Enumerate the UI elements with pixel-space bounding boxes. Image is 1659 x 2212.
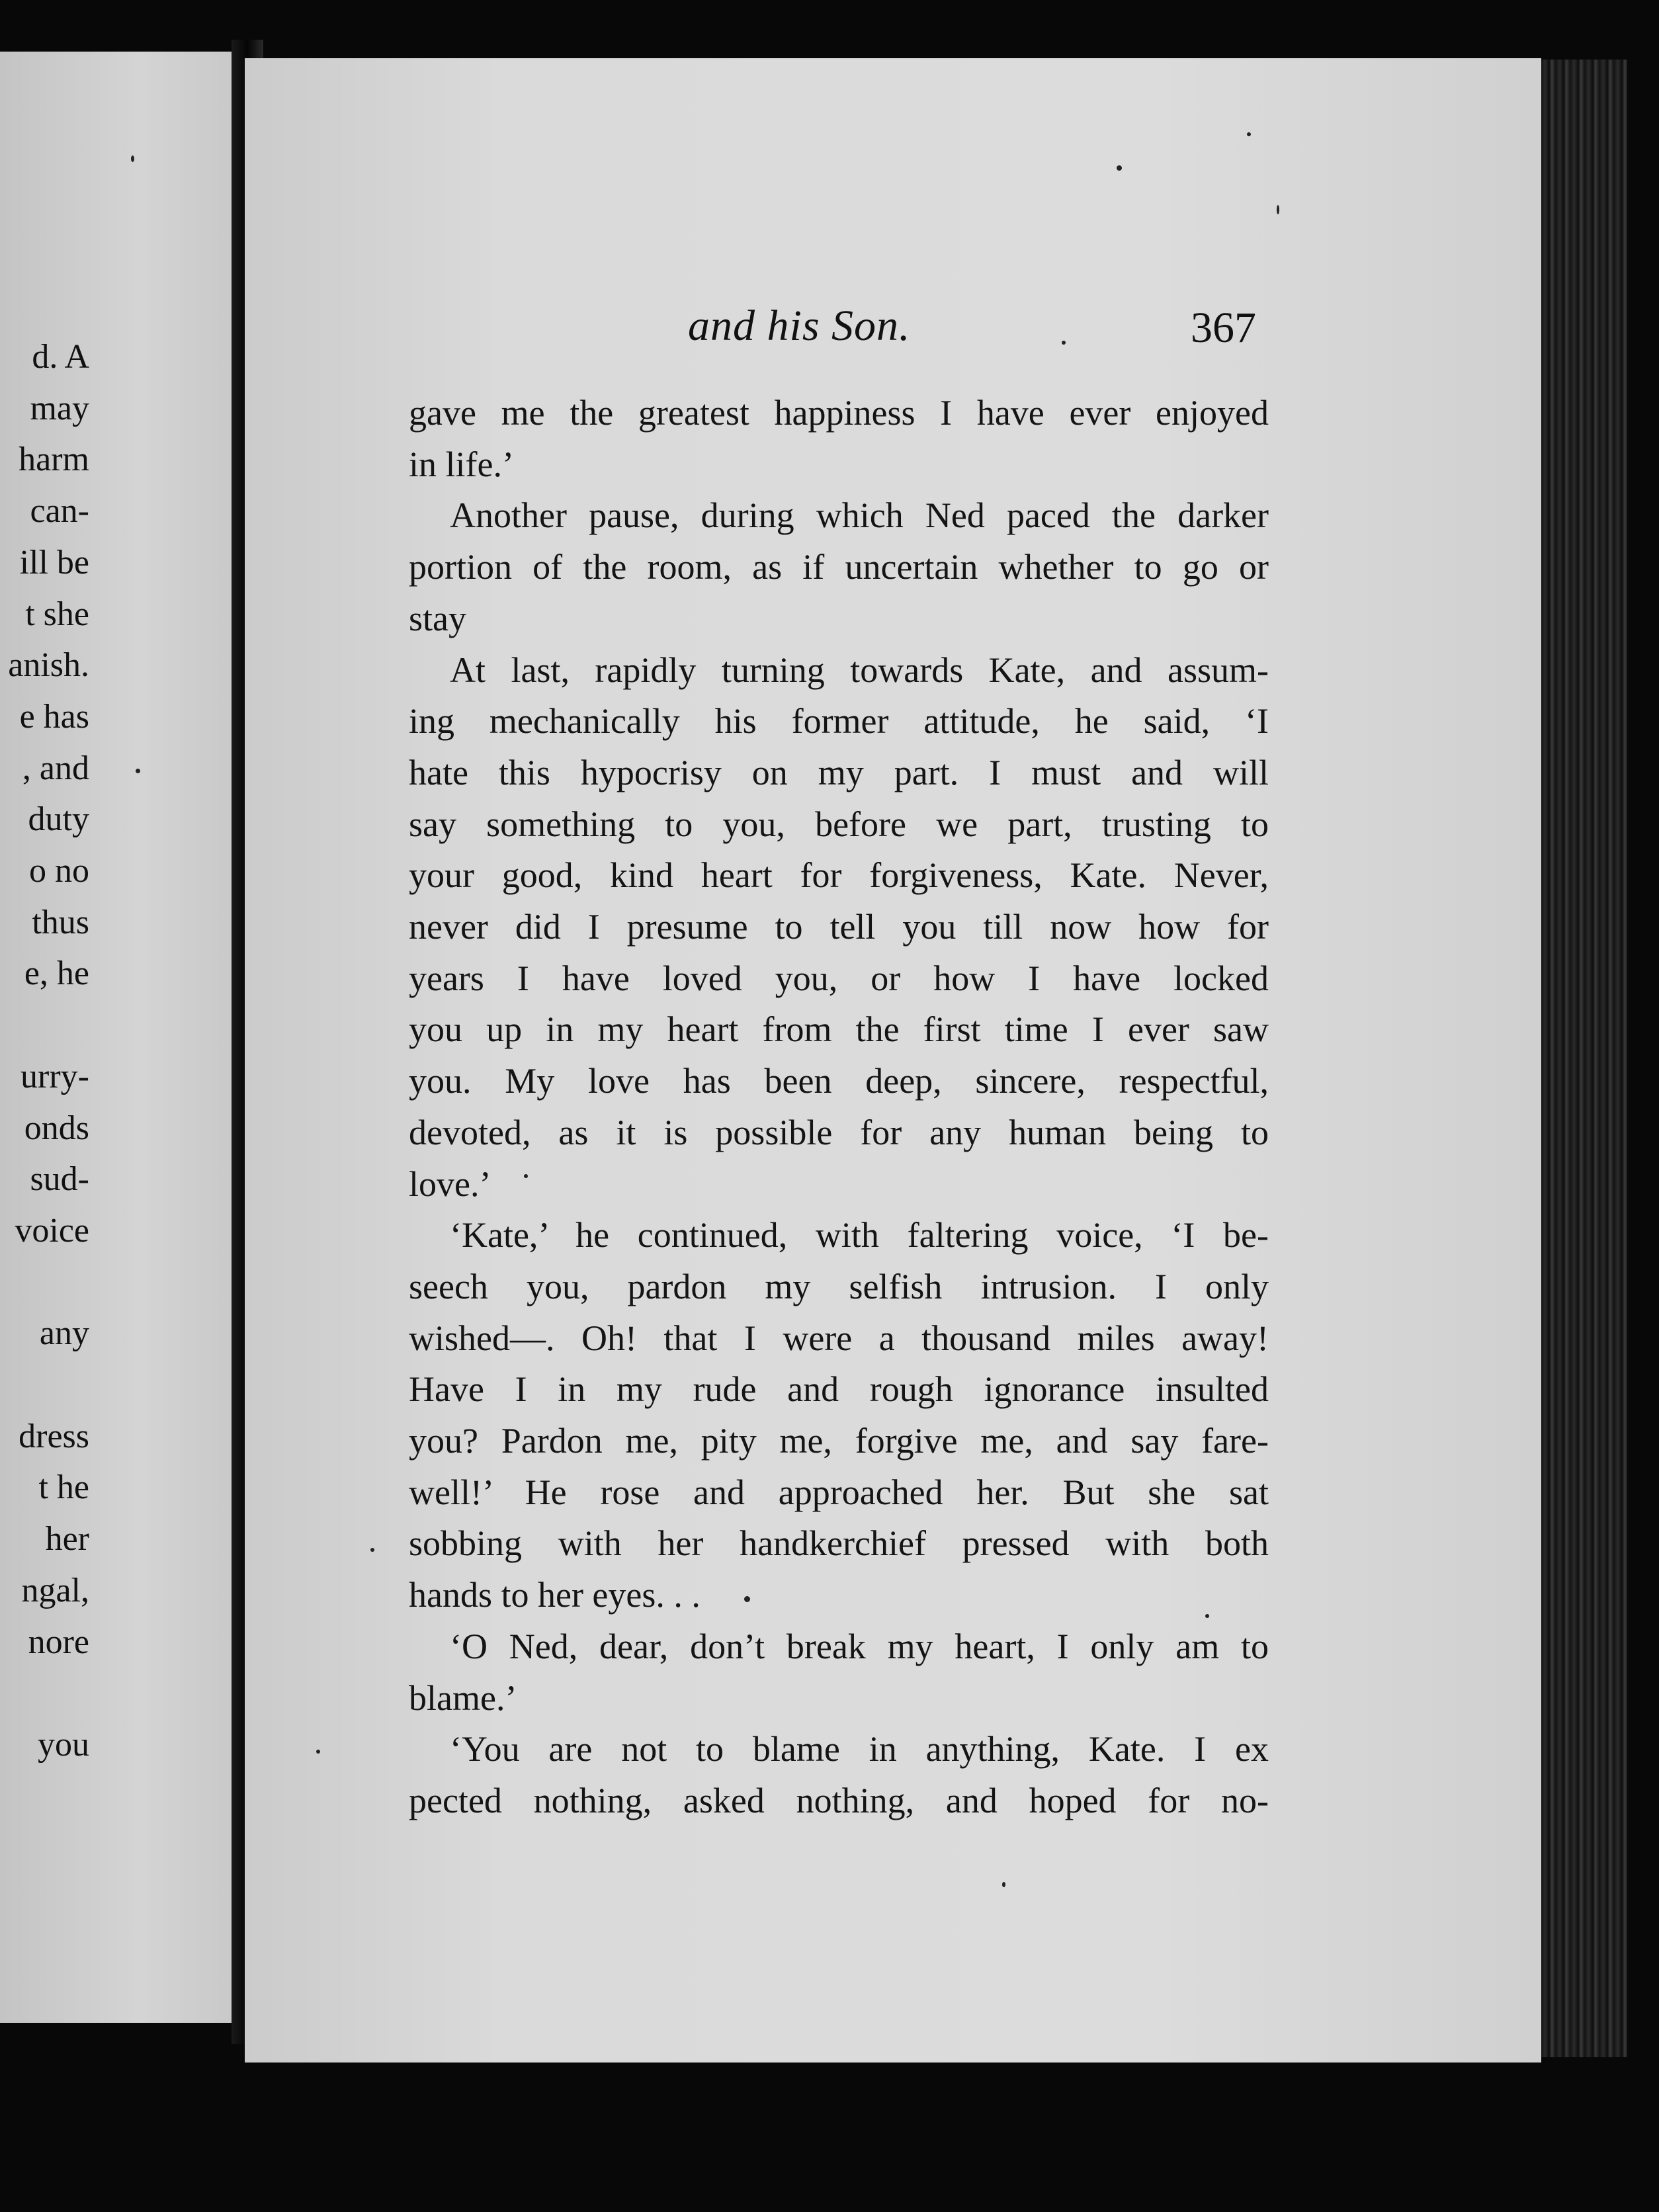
text-line: you up in my heart from the first time I ever saw	[409, 1009, 1269, 1049]
previous-page-line: thus	[32, 904, 89, 941]
scan-speck	[1247, 132, 1251, 136]
text-line: Have I in my rude and rough ignorance insulted	[409, 1369, 1269, 1409]
text-line: sobbing with her handkerchief pressed with both	[409, 1523, 1269, 1563]
previous-page-line: can-	[30, 492, 89, 530]
text-line: well!’ He rose and approached her. But she sat	[409, 1472, 1269, 1512]
scan-speck	[1205, 1614, 1209, 1618]
scan-speck	[131, 155, 134, 162]
text-line: never did I presume to tell you till now how for	[409, 907, 1269, 947]
previous-page-line: , and	[22, 749, 89, 787]
text-line: stay	[409, 599, 466, 638]
previous-page-line: anish.	[8, 646, 89, 684]
previous-page-line: ngal,	[21, 1572, 89, 1609]
text-line: hate this hypocrisy on my part. I must and will	[409, 753, 1269, 792]
previous-page-line: e has	[19, 698, 89, 736]
text-line: say something to you, before we part, trusting to	[409, 804, 1269, 844]
previous-page-line: ill be	[19, 544, 89, 581]
text-line: ‘You are not to blame in anything, Kate. I ex	[450, 1729, 1269, 1769]
text-line: in life.’	[409, 445, 514, 484]
text-line: portion of the room, as if uncertain whether to go or	[409, 547, 1269, 587]
previous-page-line: urry-	[21, 1058, 89, 1095]
text-line: Another pause, during which Ned paced the darker	[450, 495, 1269, 535]
previous-page-line: harm	[19, 441, 89, 478]
previous-page-line: duty	[28, 800, 89, 838]
text-line: wished—. Oh! that I were a thousand miles away!	[409, 1318, 1269, 1358]
page-edges	[1541, 60, 1627, 2057]
scan-speck	[136, 769, 140, 773]
text-line: your good, kind heart for forgiveness, Kate. Never,	[409, 855, 1269, 895]
previous-page-line: e, he	[24, 955, 89, 992]
text-line: hands to her eyes. . .	[409, 1575, 701, 1615]
text-line: At last, rapidly turning towards Kate, and assum-	[450, 650, 1269, 690]
text-line: you? Pardon me, pity me, forgive me, and say fare-	[409, 1421, 1269, 1461]
text-line: ‘Kate,’ he continued, with faltering voice, ‘I be-	[450, 1215, 1269, 1255]
previous-page-line: t she	[25, 595, 89, 633]
previous-page-line: her	[45, 1520, 89, 1558]
text-line: ‘O Ned, dear, don’t break my heart, I only am to	[450, 1627, 1269, 1666]
previous-page-line: dress	[19, 1418, 89, 1455]
text-line: ing mechanically his former attitude, he said, ‘I	[409, 701, 1269, 741]
text-line: pected nothing, asked nothing, and hoped for no-	[409, 1781, 1269, 1820]
scan-speck	[1277, 205, 1279, 214]
scan-speck	[1002, 1882, 1005, 1887]
previous-page-line: onds	[24, 1109, 89, 1147]
scan-speck	[370, 1548, 374, 1552]
previous-page-line: t he	[38, 1468, 89, 1506]
text-line: blame.’	[409, 1678, 517, 1718]
text-line: love.’	[409, 1164, 491, 1204]
previous-page-line: o no	[29, 852, 89, 890]
previous-page-line: nore	[28, 1623, 89, 1661]
scan-speck	[316, 1750, 320, 1754]
text-line: years I have loved you, or how I have locked	[409, 958, 1269, 998]
previous-page-line: d. A	[32, 338, 89, 376]
previous-page-line: may	[30, 390, 89, 427]
text-line: devoted, as it is possible for any human being to	[409, 1113, 1269, 1152]
page-number: 367	[1191, 304, 1256, 352]
scan-speck	[1062, 341, 1066, 345]
running-head: and his Son.	[688, 302, 911, 350]
previous-page-line: you	[38, 1726, 89, 1764]
previous-page-fragment	[0, 52, 232, 2023]
text-line: seech you, pardon my selfish intrusion. I only	[409, 1267, 1269, 1306]
text-line: gave me the greatest happiness I have ever enjoyed	[409, 393, 1269, 433]
previous-page-line: any	[39, 1314, 89, 1352]
scan-speck	[524, 1174, 528, 1178]
previous-page-line: voice	[15, 1212, 89, 1250]
scan-speck	[744, 1596, 750, 1602]
previous-page-line: sud-	[30, 1160, 89, 1198]
text-line: you. My love has been deep, sincere, respectful,	[409, 1061, 1269, 1101]
scan-speck	[1117, 165, 1122, 171]
